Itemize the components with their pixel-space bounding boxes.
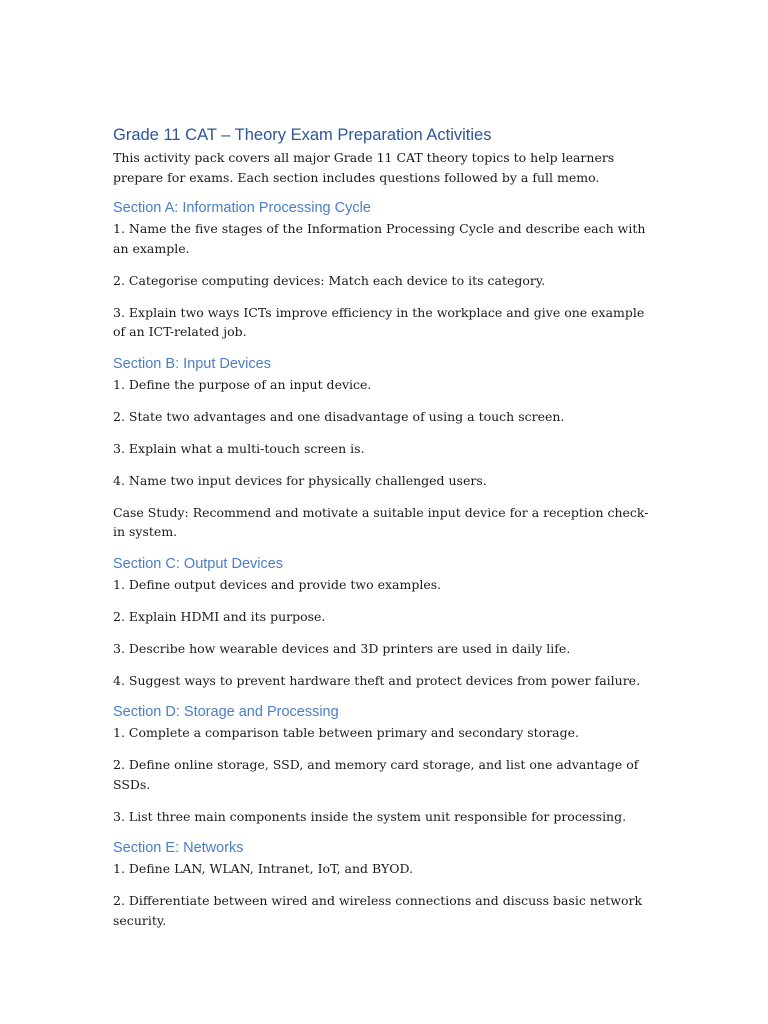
question-item: 2. Differentiate between wired and wireless connections and discuss basic network security. bbox=[113, 893, 643, 928]
section-d bbox=[113, 702, 653, 826]
question-item: 3. Explain two ways ICTs improve efficiency in the workplace and give one example of an ICT-related job. bbox=[113, 304, 645, 339]
section-heading: Section E: Networks bbox=[113, 840, 244, 856]
question-item: 3. Describe how wearable devices and 3D printers are used in daily life. bbox=[113, 640, 571, 656]
question-item: 4. Suggest ways to prevent hardware theft and protect devices from power failure. bbox=[113, 672, 641, 688]
section-heading: Section B: Input Devices bbox=[113, 355, 271, 372]
question-item: 1. Define the purpose of an input device. bbox=[113, 376, 372, 392]
question-item: 1. Name the five stages of the Information Processing Cycle and describe each with an example. bbox=[113, 221, 646, 256]
section-e bbox=[113, 838, 653, 930]
question-item: 2. Explain HDMI and its purpose. bbox=[113, 608, 326, 624]
section-a bbox=[113, 198, 653, 342]
question-item: 2. Define online storage, SSD, and memory card storage, and list one advantage of SSDs. bbox=[113, 757, 639, 792]
section-c bbox=[113, 554, 653, 691]
document-page bbox=[113, 124, 653, 942]
question-item: 1. Complete a comparison table between primary and secondary storage. bbox=[113, 725, 580, 740]
question-item: 2. Categorise computing devices: Match each device to its category. bbox=[113, 272, 546, 288]
document-title: Grade 11 CAT – Theory Exam Preparation Activities bbox=[113, 126, 492, 144]
question-item: 1. Define LAN, WLAN, Intranet, IoT, and BYOD. bbox=[113, 861, 414, 876]
section-heading: Section A: Information Processing Cycle bbox=[113, 200, 371, 216]
section-b bbox=[113, 354, 653, 542]
question-item: 1. Define output devices and provide two examples. bbox=[113, 576, 442, 592]
section-heading: Section D: Storage and Processing bbox=[113, 704, 339, 720]
question-item: 2. State two advantages and one disadvantage of using a touch screen. bbox=[113, 408, 565, 424]
document-intro: This activity pack covers all major Grade 11 CAT theory topics to help learners prepare for exams. Each section includes questions followed by a full memo. bbox=[113, 150, 615, 185]
question-item: 3. Explain what a multi-touch screen is. bbox=[113, 440, 365, 456]
question-item: 4. Name two input devices for physically challenged users. bbox=[113, 472, 487, 488]
section-heading: Section C: Output Devices bbox=[113, 555, 284, 572]
case-study-item: Case Study: Recommend and motivate a suitable input device for a reception check-in system. bbox=[113, 504, 649, 539]
question-item: 3. List three main components inside the system unit responsible for processing. bbox=[113, 808, 627, 824]
